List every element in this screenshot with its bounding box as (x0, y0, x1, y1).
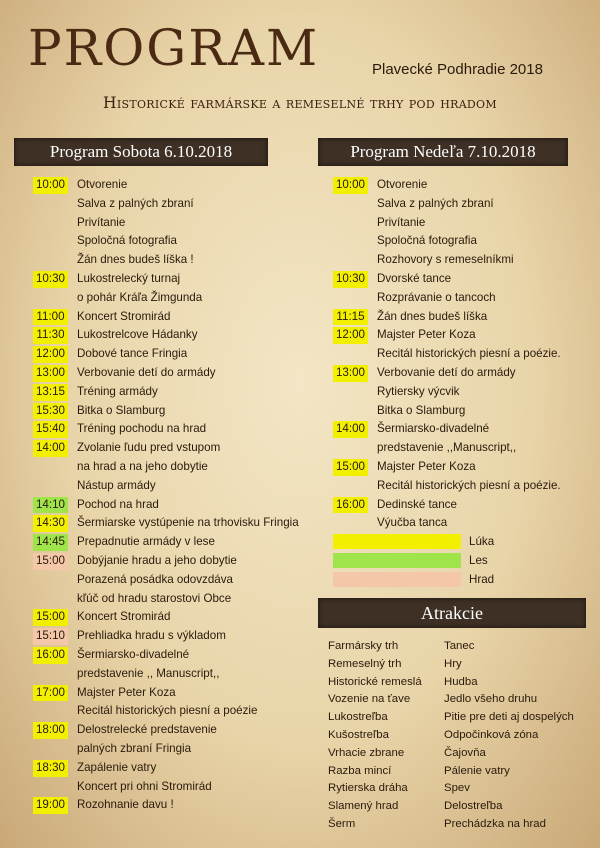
event-text: Bitka o Slamburg (377, 403, 466, 417)
time-badge: 18:00 (33, 722, 68, 739)
event-text: na hrad a na jeho dobytie (77, 459, 208, 473)
event-text: Rozohnanie davu ! (77, 798, 174, 812)
event-text: Majster Peter Koza (377, 459, 476, 473)
event-text: Zapálenie vatry (77, 760, 157, 774)
event-text: Bitka o Slamburg (77, 403, 166, 417)
schedule-row (33, 251, 318, 270)
time-badge: 14:00 (333, 421, 368, 438)
saturday-schedule (33, 176, 318, 815)
attraction-item: Tanec (444, 640, 475, 652)
time-badge: 19:00 (33, 797, 68, 814)
time-badge: 18:30 (33, 760, 68, 777)
schedule-row (33, 552, 318, 571)
schedule-row (33, 195, 318, 214)
attractions-heading: Atrakcie (318, 598, 586, 628)
time-badge: 15:30 (33, 403, 68, 420)
schedule-row (333, 496, 595, 515)
time-badge: 13:00 (33, 365, 68, 382)
time-badge: 11:15 (333, 309, 368, 326)
time-badge: 15:40 (33, 421, 68, 438)
schedule-row (33, 665, 318, 684)
attraction-item: Pálenie vatry (444, 764, 510, 777)
time-badge: 10:00 (333, 177, 368, 194)
event-text: o pohár Kráľa Žimgunda (77, 290, 203, 304)
event-text: predstavenie ,, Manuscript,, (77, 666, 220, 680)
legend-swatch (333, 534, 461, 549)
event-text: Otvorenie (77, 178, 128, 191)
attraction-item: Prechádzka na hrad (444, 817, 546, 830)
schedule-row (333, 176, 595, 195)
event-text: Verbovanie detí do armády (377, 365, 516, 379)
event-text: Koncert pri ohni Stromirád (77, 779, 212, 793)
schedule-row (33, 326, 318, 345)
attractions-column-1 (328, 638, 422, 834)
attraction-item: Lukostreľba (328, 711, 388, 724)
event-text: Šermiarske vystúpenie na trhovisku Fringia (77, 516, 299, 530)
event-text: Rozprávanie o tancoch (377, 290, 496, 304)
event-text: Rozhovory s remeselníkmi (377, 253, 514, 267)
event-text: Koncert Stromirád (77, 309, 171, 323)
sunday-schedule (333, 176, 595, 533)
event-text: Žán dnes budeš líška ! (77, 253, 194, 267)
event-text: Spoločná fotografia (377, 234, 477, 248)
event-text: Tréning pochodu na hrad (77, 422, 207, 436)
schedule-row (33, 533, 318, 552)
event-text: Koncert Stromirád (77, 610, 171, 624)
event-text: Lukostrelcove Hádanky (77, 328, 198, 342)
attraction-item: Vozenie na ťave (328, 693, 411, 706)
time-badge: 10:30 (333, 271, 368, 288)
attraction-item: Rytierska dráha (328, 782, 408, 795)
event-text: Privítanie (377, 215, 426, 229)
schedule-row (33, 759, 318, 778)
event-text: Zvolanie ľudu pred vstupom (77, 441, 221, 455)
location-legend (333, 532, 495, 589)
schedule-row (33, 402, 318, 421)
attraction-item: Spev (444, 782, 470, 795)
event-subtitle: Historické farmárske a remeselné trhy pod hradom (103, 94, 497, 112)
attraction-item: Hudba (444, 675, 478, 688)
schedule-row (33, 270, 318, 289)
schedule-row (33, 514, 318, 533)
event-text: Salva z palných zbraní (377, 196, 494, 210)
event-text: Recitál historických piesní a poézie. (377, 347, 561, 361)
attraction-item: Pitie pre deti aj dospelých (444, 711, 574, 724)
event-text: Dedinské tance (377, 497, 457, 511)
attraction-item: Razba mincí (328, 764, 392, 777)
event-text: palných zbraní Fringia (77, 741, 192, 755)
schedule-row (33, 289, 318, 308)
time-badge: 15:00 (33, 553, 68, 570)
time-badge: 16:00 (333, 497, 368, 514)
schedule-row (333, 251, 595, 270)
schedule-row (33, 364, 318, 383)
schedule-row (33, 496, 318, 515)
schedule-row (33, 308, 318, 327)
legend-item (333, 551, 488, 570)
schedule-row (33, 778, 318, 797)
event-text: Rytiersky výcvik (377, 384, 460, 398)
event-text: Verbovanie detí do armády (77, 365, 216, 379)
legend-swatch (333, 572, 461, 587)
schedule-row (333, 420, 595, 439)
time-badge: 15:00 (333, 459, 368, 476)
time-badge: 14:00 (33, 440, 68, 457)
event-text: predstavenie ,,Manuscript,, (377, 441, 517, 455)
schedule-row (33, 420, 318, 439)
legend-swatch (333, 553, 461, 568)
time-badge: 14:10 (33, 497, 68, 514)
time-badge: 11:30 (33, 327, 68, 344)
schedule-row (33, 477, 318, 496)
schedule-row (33, 740, 318, 759)
schedule-row (333, 458, 595, 477)
time-badge: 13:00 (333, 365, 368, 382)
attraction-item: Šerm (328, 817, 356, 830)
schedule-row (333, 383, 595, 402)
schedule-row (333, 402, 595, 421)
attraction-item: Kušostreľba (328, 728, 389, 741)
schedule-row (333, 214, 595, 233)
event-text: Šermiarsko-divadelné (377, 422, 490, 436)
event-text: Porazená posádka odovzdáva (77, 572, 233, 586)
schedule-row (33, 232, 318, 251)
schedule-row (333, 326, 595, 345)
time-badge: 12:00 (33, 346, 68, 363)
schedule-row (333, 195, 595, 214)
event-text: Dvorské tance (377, 271, 452, 285)
event-text: Lukostrelecký turnaj (77, 271, 181, 285)
schedule-row (333, 232, 595, 251)
event-place: Plavecké Podhradie 2018 (372, 61, 543, 78)
event-text: Privítanie (77, 215, 126, 229)
attraction-item: Hry (444, 657, 462, 670)
schedule-row (33, 684, 318, 703)
event-text: Dobýjanie hradu a jeho dobytie (77, 553, 237, 567)
schedule-row (333, 308, 595, 327)
event-text: Výučba tanca (377, 516, 448, 530)
event-text: Šermiarsko-divadelné (77, 647, 190, 661)
attraction-item: Farmársky trh (328, 640, 399, 652)
schedule-row (333, 364, 595, 383)
schedule-row (33, 439, 318, 458)
legend-item (333, 570, 495, 589)
schedule-row (333, 289, 595, 308)
legend-label: Lúka (469, 535, 495, 548)
legend-item (333, 532, 495, 551)
schedule-row (33, 702, 318, 721)
schedule-row (333, 345, 595, 364)
schedule-row (333, 477, 595, 496)
time-badge: 12:00 (333, 327, 368, 344)
time-badge: 15:00 (33, 609, 68, 626)
legend-label: Les (469, 554, 488, 567)
attraction-item: Čajovňa (444, 746, 486, 759)
schedule-row (33, 721, 318, 740)
time-badge: 14:30 (33, 515, 68, 532)
schedule-row (33, 458, 318, 477)
attraction-item: Jedlo všeho druhu (444, 693, 538, 706)
event-text: Otvorenie (377, 178, 428, 191)
event-text: Recitál historických piesní a poézie. (377, 478, 561, 492)
sunday-heading: Program Nedeľa 7.10.2018 (318, 138, 568, 166)
schedule-row (33, 214, 318, 233)
attraction-item: Historické remeslá (328, 675, 422, 688)
event-text: Pochod na hrad (77, 497, 159, 511)
event-text: Prepadnutie armády v lese (77, 535, 215, 549)
attraction-item: Remeselný trh (328, 657, 402, 670)
attractions-column-2 (444, 638, 574, 834)
event-text: Nástup armády (77, 478, 156, 492)
schedule-row (33, 345, 318, 364)
time-badge: 11:00 (33, 309, 68, 326)
legend-label: Hrad (469, 573, 495, 586)
event-text: Delostrelecké predstavenie (77, 723, 217, 737)
event-text: Recitál historických piesní a poézie (77, 704, 258, 718)
attraction-item: Slamený hrad (328, 800, 399, 813)
event-text: Majster Peter Koza (77, 685, 176, 699)
time-badge: 10:00 (33, 177, 68, 194)
event-text: Majster Peter Koza (377, 328, 476, 342)
event-text: Dobové tance Fringia (77, 347, 188, 361)
event-text: Spoločná fotografia (77, 234, 177, 248)
event-text: Tréning armády (77, 384, 158, 398)
event-text: Salva z palných zbraní (77, 196, 194, 210)
schedule-row (33, 627, 318, 646)
event-text: Žán dnes budeš líška (377, 309, 488, 323)
schedule-row (33, 590, 318, 609)
schedule-row (33, 796, 318, 815)
attraction-item: Vrhacie zbrane (328, 746, 405, 759)
schedule-row (33, 646, 318, 665)
schedule-row (333, 270, 595, 289)
time-badge: 13:15 (33, 384, 68, 401)
event-text: kľúč od hradu starostovi Obce (77, 591, 232, 605)
time-badge: 10:30 (33, 271, 68, 288)
time-badge: 15:10 (33, 628, 68, 645)
poster-title: PROGRAM (28, 19, 320, 77)
schedule-row (33, 608, 318, 627)
schedule-row (33, 383, 318, 402)
time-badge: 14:45 (33, 534, 68, 551)
time-badge: 17:00 (33, 685, 68, 702)
schedule-row (333, 439, 595, 458)
event-text: Prehliadka hradu s výkladom (77, 629, 226, 643)
schedule-row (33, 571, 318, 590)
schedule-row (333, 514, 595, 533)
saturday-heading: Program Sobota 6.10.2018 (14, 138, 268, 166)
attraction-item: Delostreľba (444, 800, 503, 813)
attraction-item: Odpočinková zóna (444, 728, 539, 741)
schedule-row (33, 176, 318, 195)
time-badge: 16:00 (33, 647, 68, 664)
